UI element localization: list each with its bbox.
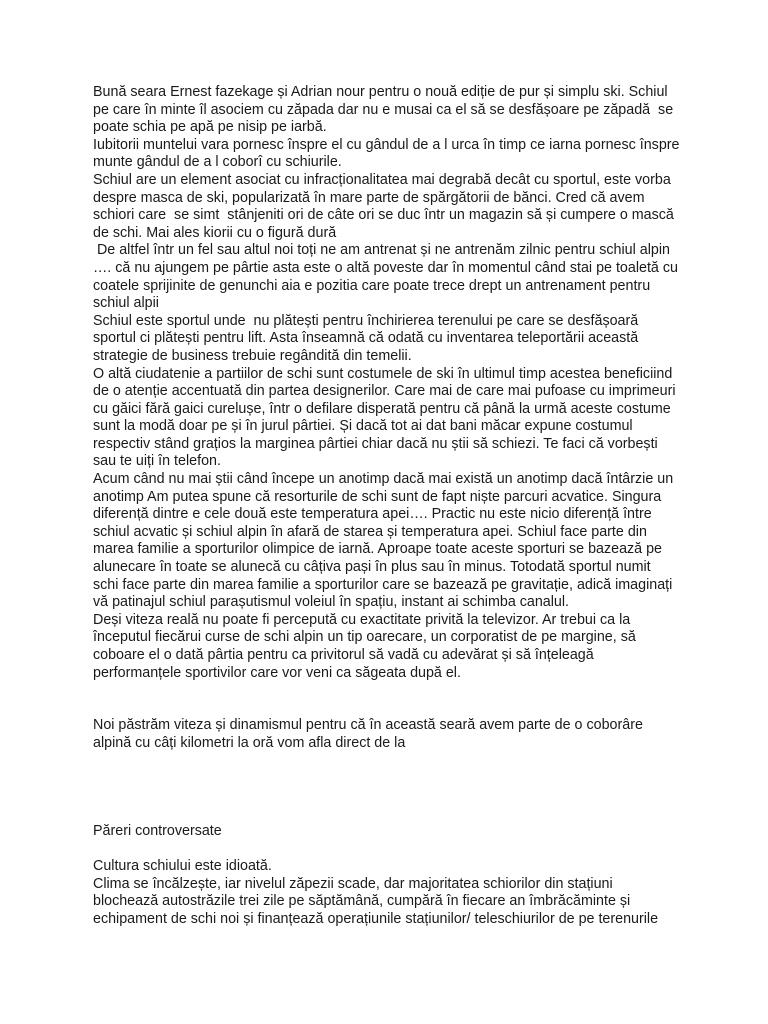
paragraph-gap [93,753,683,823]
text-line: sau te uiți în telefon. [93,453,221,470]
text-line: pe care în minte îl asociem cu zăpada dar nu e musai ca el să se desfășoare pe zăpadă se [93,101,674,118]
text-line: respectiv stând grațios la marginea pârtiei chiar dacă nu știi să schiezi. Te faci că vorbești [93,435,658,452]
section-body [93,858,683,928]
text-line: strategie de business trebuie regândită din temelii. [93,347,412,364]
text-line: Acum când nu mai știi când începe un anotimp dacă mai există un anotimp dacă întârzie un [93,471,674,488]
text-line: performanțele sportivilor care vor veni ca săgeata după el. [93,664,461,681]
text-line: schiul alpii [93,295,159,312]
text-line: marea familie a sporturilor olimpice de iarnă. Aproape toate aceste sporturi se bazează pe [93,541,663,558]
main-body [93,84,683,682]
text-line: sportul ci plătești pentru lift. Asta înseamnă că odată cu inventarea teleportării această [93,330,639,347]
text-line: O altă ciudatenie a partiilor de schi sunt costumele de ski în ultimul timp acestea beneficiind [93,365,673,382]
text-line: cu găici fără gaici curelușe, într o defilare disperată pentru că până la urmă aceste costume [93,400,671,417]
paragraph-gap [93,682,683,717]
text-line: Bună seara Ernest fazekage și Adrian nour pentru o nouă ediție de pur și simplu ski. Schiul [93,84,668,100]
text-line: începutul fiecărui curse de schi alpin un tip oarecare, un corporatist de pe margine, să [93,629,636,646]
closing-paragraph [93,717,683,752]
text-line: Clima se încălzește, iar nivelul zăpezii scade, dar majoritatea schiorilor din stațiuni [93,875,613,892]
text-line: Deși viteza reală nu poate fi percepută cu exactitate privită la televizor. Ar trebui ca la [93,611,631,628]
text-line: Cultura schiului este idioată. [93,858,272,875]
section-heading: Păreri controversate [93,822,222,839]
text-line: sunt la modă doar pe și în jurul pârtiei. Și dacă tot ai dat bani măcar expune costumul [93,418,633,435]
text-line: echipament de schi noi și finanțează operațiunile stațiunilor/ teleschiurilor de pe terenurile [93,910,659,927]
text-line: Iubitorii muntelui vara pornesc înspre el cu gândul de a l urca în timp ce iarna pornesc înspre [93,136,680,153]
text-line: schiori care se simt stânjeniti ori de câte ori se duc într un magazin să și cumpere o mască [93,207,674,224]
text-line: de o atenție accentuată din partea designerilor. Care mai de care mai pufoase cu imprimeuri [93,383,676,400]
text-line: coatele sprijinite de genunchi aia e pozitia care poate trece drept un antrenament pentru [93,277,651,294]
document-page [93,84,683,929]
text-line: blochează autostrăzile trei zile pe săptămână, cumpără în fiecare an îmbrăcăminte și [93,893,631,910]
text-line: schi face parte din marea familie a sporturilor care se bazează pe gravitație, adică imaginați [93,576,673,593]
text-line: Noi păstrăm viteza și dinamismul pentru că în această seară avem parte de o coborâre [93,717,643,734]
text-line: munte gândul de a l coborî cu schiurile. [93,154,342,171]
paragraph-gap [93,841,683,859]
text-line: de schi. Mai ales kiorii cu o figură dură [93,224,337,241]
text-line: alpină cu câți kilometri la oră vom afla direct de la [93,734,406,751]
text-line: coboare el o dată pârtia pentru ca privitorul să vadă cu adevărat și să înțeleagă [93,647,594,663]
text-line: despre masca de ski, popularizată în mare parte de spărgătorii de bănci. Cred că avem [93,189,645,206]
text-line: alunecare în toate se alunecă cu câțiva pași în plus sau în minus. Totodată sportul numit [93,559,651,576]
text-line: schiul acvatic și schiul alpin în afară de starea și temperatura apei. Schiul face parte din [93,523,647,540]
text-line: anotimp Am putea spune că resorturile de schi sunt de fapt niște parcuri acvatice. Singura [93,488,662,505]
text-line: Schiul este sportul unde nu plătești pentru închirierea terenului pe care se desfășoară [93,312,639,329]
text-line: Schiul are un element asociat cu infracționalitatea mai degrabă decât cu sportul, este vorba [93,171,671,188]
text-line: …. că nu ajungem pe pârtie asta este o altă poveste dar în momentul când stai pe toaletă cu [93,259,678,276]
text-line: De altfel într un fel sau altul noi toți ne am antrenat și ne antrenăm zilnic pentru schiul alpin [93,242,670,259]
text-line: diferență dintre e cele două este temperatura apei…. Practic nu este nicio diferență între [93,506,652,523]
text-line: vă patinajul schiul parașutismul voleiul în spațiu, instant ai schimba canalul. [93,594,570,611]
text-line: poate schia pe apă pe nisip pe iarbă. [93,119,327,136]
